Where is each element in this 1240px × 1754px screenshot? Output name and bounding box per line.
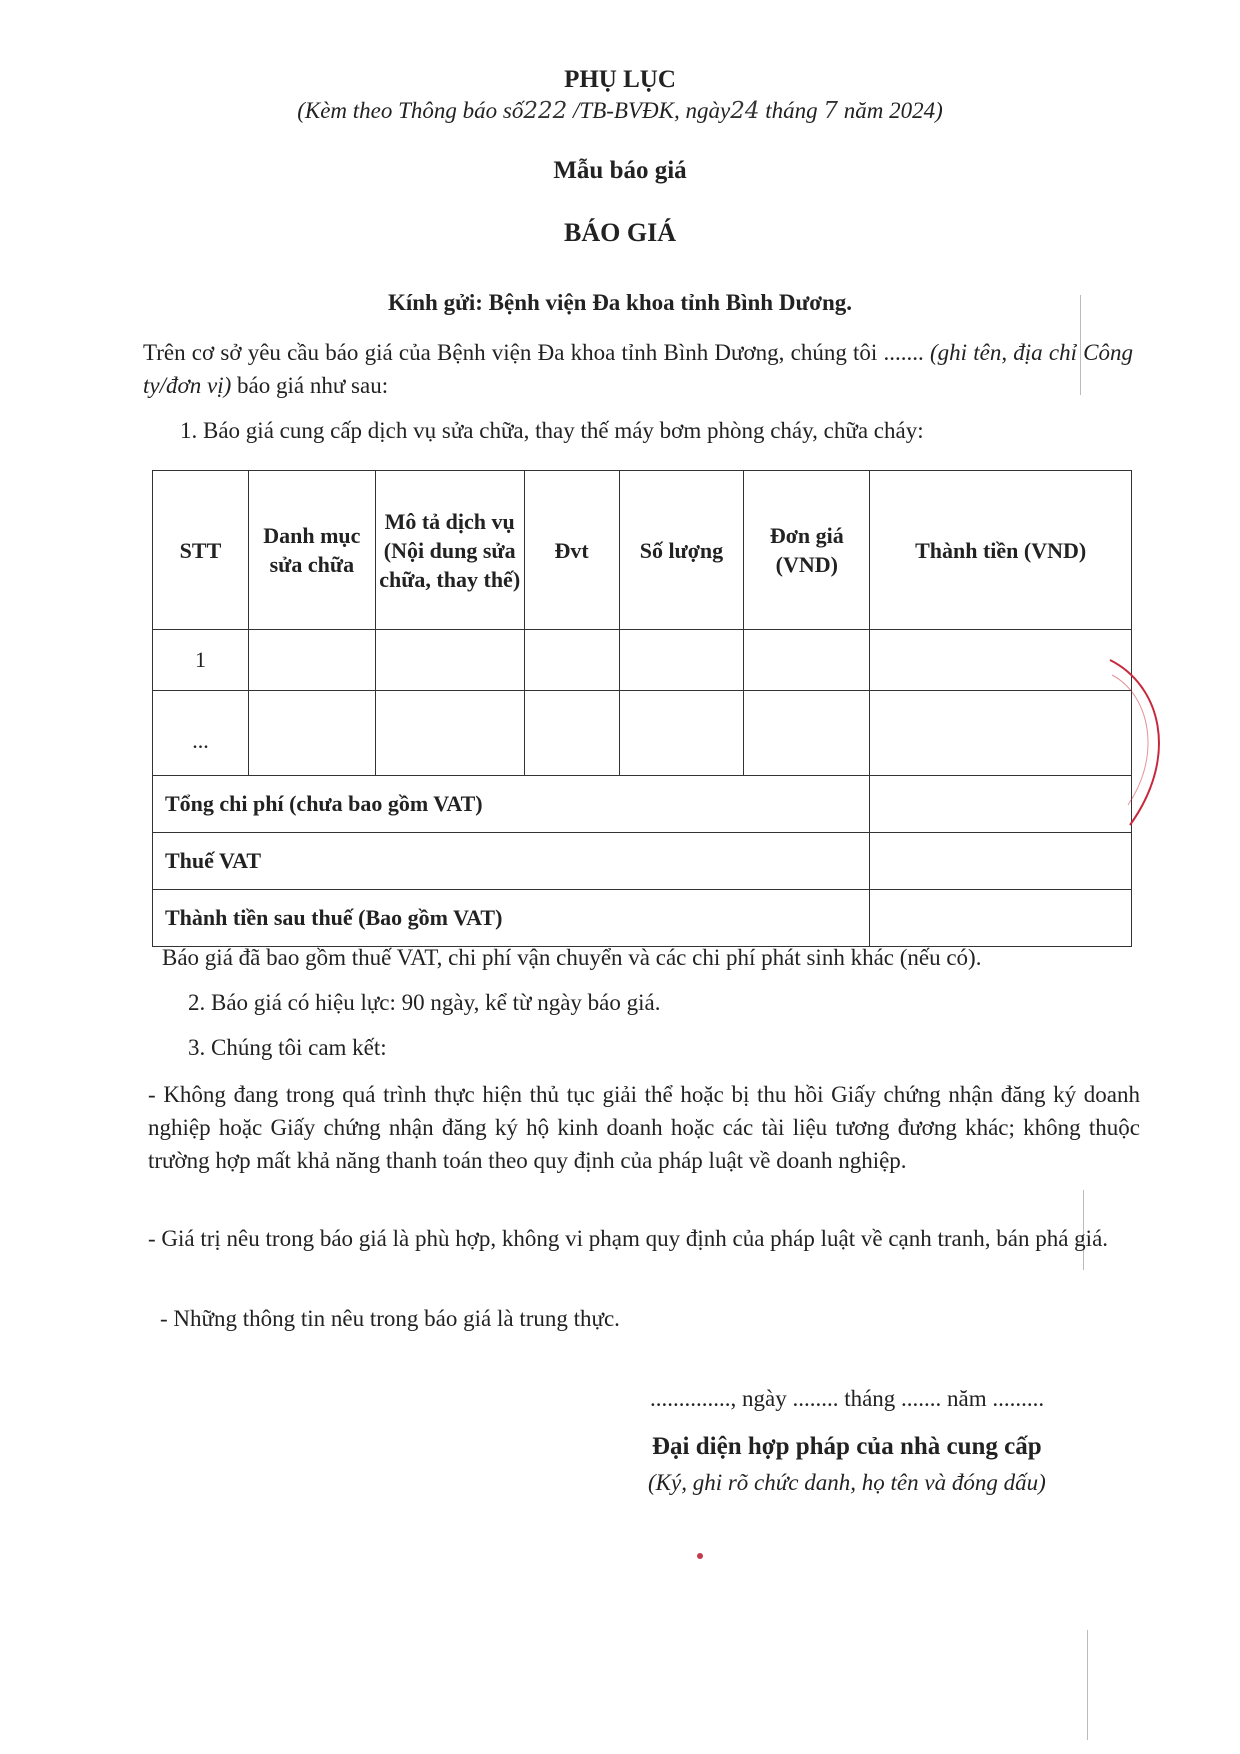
item-2: 2. Báo giá có hiệu lực: 90 ngày, kể từ ngày báo giá.: [188, 990, 661, 1015]
scan-artifact-line: [1087, 1630, 1088, 1740]
header-unit-price: Đơn giá (VND): [744, 471, 870, 630]
signature-note: (Ký, ghi rõ chức danh, họ tên và đóng dấu): [648, 1470, 1046, 1495]
notice-number: 222: [523, 98, 568, 124]
subtitle-prefix: (Kèm theo Thông báo số: [297, 98, 524, 123]
quote-table: [152, 470, 1132, 947]
table-cell: [524, 630, 619, 691]
table-row: [153, 691, 1132, 776]
signature-date-line: .............., ngày ........ tháng ....... năm .........: [650, 1386, 1045, 1411]
vat-label: Thuế VAT: [153, 833, 870, 890]
header-description: Mô tả dịch vụ (Nội dung sửa chữa, thay thế): [375, 471, 524, 630]
stamp-fragment: [1100, 655, 1180, 835]
page-title: PHỤ LỤC: [564, 66, 676, 93]
table-cell: ...: [153, 691, 249, 776]
intro-text: Trên cơ sở yêu cầu báo giá của Bệnh viện Đa khoa tỉnh Bình Dương, chúng tôi .......: [143, 340, 930, 365]
table-cell: [870, 691, 1132, 776]
page-subtitle: [0, 98, 1240, 124]
subtitle-suffix: năm 2024): [838, 98, 943, 123]
subtitle-mid: tháng: [759, 98, 824, 123]
intro-end: báo giá như sau:: [231, 373, 389, 398]
table-row: [153, 630, 1132, 691]
total-label: Tổng chi phí (chưa bao gồm VAT): [153, 776, 870, 833]
commitment-3: - Những thông tin nêu trong báo giá là trung thực.: [160, 1306, 620, 1331]
intro-paragraph: [143, 336, 1133, 402]
header-amount: Thành tiền (VND): [870, 471, 1132, 630]
table-cell: [375, 630, 524, 691]
item-1: 1. Báo giá cung cấp dịch vụ sửa chữa, thay thế máy bơm phòng cháy, chữa cháy:: [180, 418, 924, 443]
form-name: Mẫu báo giá: [553, 157, 687, 184]
item-3: 3. Chúng tôi cam kết:: [188, 1035, 387, 1060]
ink-dot: [697, 1553, 703, 1559]
recipient-line: Kính gửi: Bệnh viện Đa khoa tỉnh Bình Dương.: [387, 290, 853, 315]
table-cell: [744, 630, 870, 691]
document-title: BÁO GIÁ: [564, 218, 676, 247]
vat-row: [153, 833, 1132, 890]
notice-day: 24: [730, 98, 760, 124]
total-value: [870, 776, 1132, 833]
table-cell: [248, 630, 375, 691]
header-unit: Đvt: [524, 471, 619, 630]
header-quantity: Số lượng: [619, 471, 744, 630]
notice-month: 7: [823, 98, 838, 124]
table-cell: [744, 691, 870, 776]
intro-italic-note: (ghi tên, địa chỉ Công ty/đơn vị): [143, 340, 1133, 398]
table-cell: [248, 691, 375, 776]
table-header-row: [153, 471, 1132, 630]
header-category: Danh mục sửa chữa: [248, 471, 375, 630]
table-cell: [524, 691, 619, 776]
grand-total-row: [153, 890, 1132, 947]
grand-total-value: [870, 890, 1132, 947]
signature-title: Đại diện hợp pháp của nhà cung cấp: [652, 1433, 1042, 1460]
commitment-1: - Không đang trong quá trình thực hiện thủ tục giải thể hoặc bị thu hồi Giấy chứng nhận đăng ký doanh nghiệp hoặc Giấy chứng nhận đăng ký hộ kinh doanh hoặc các tài liệu tương đương khác; không thuộc trường hợp mất khả năng thanh toán theo quy định của pháp luật về doanh nghiệp.: [148, 1082, 1140, 1173]
table-cell: [870, 630, 1132, 691]
table-cell: [619, 630, 744, 691]
commitment-2: - Giá trị nêu trong báo giá là phù hợp, không vi phạm quy định của pháp luật về cạnh tranh, bán phá giá.: [148, 1226, 1109, 1251]
table-cell: [375, 691, 524, 776]
table-note: Báo giá đã bao gồm thuế VAT, chi phí vận chuyển và các chi phí phát sinh khác (nếu có).: [162, 945, 982, 970]
total-row: [153, 776, 1132, 833]
header-stt: STT: [153, 471, 249, 630]
vat-value: [870, 833, 1132, 890]
subtitle-mid: /TB-BVĐK, ngày: [567, 98, 731, 123]
grand-total-label: Thành tiền sau thuế (Bao gồm VAT): [153, 890, 870, 947]
table-cell: [619, 691, 744, 776]
table-cell: 1: [153, 630, 249, 691]
